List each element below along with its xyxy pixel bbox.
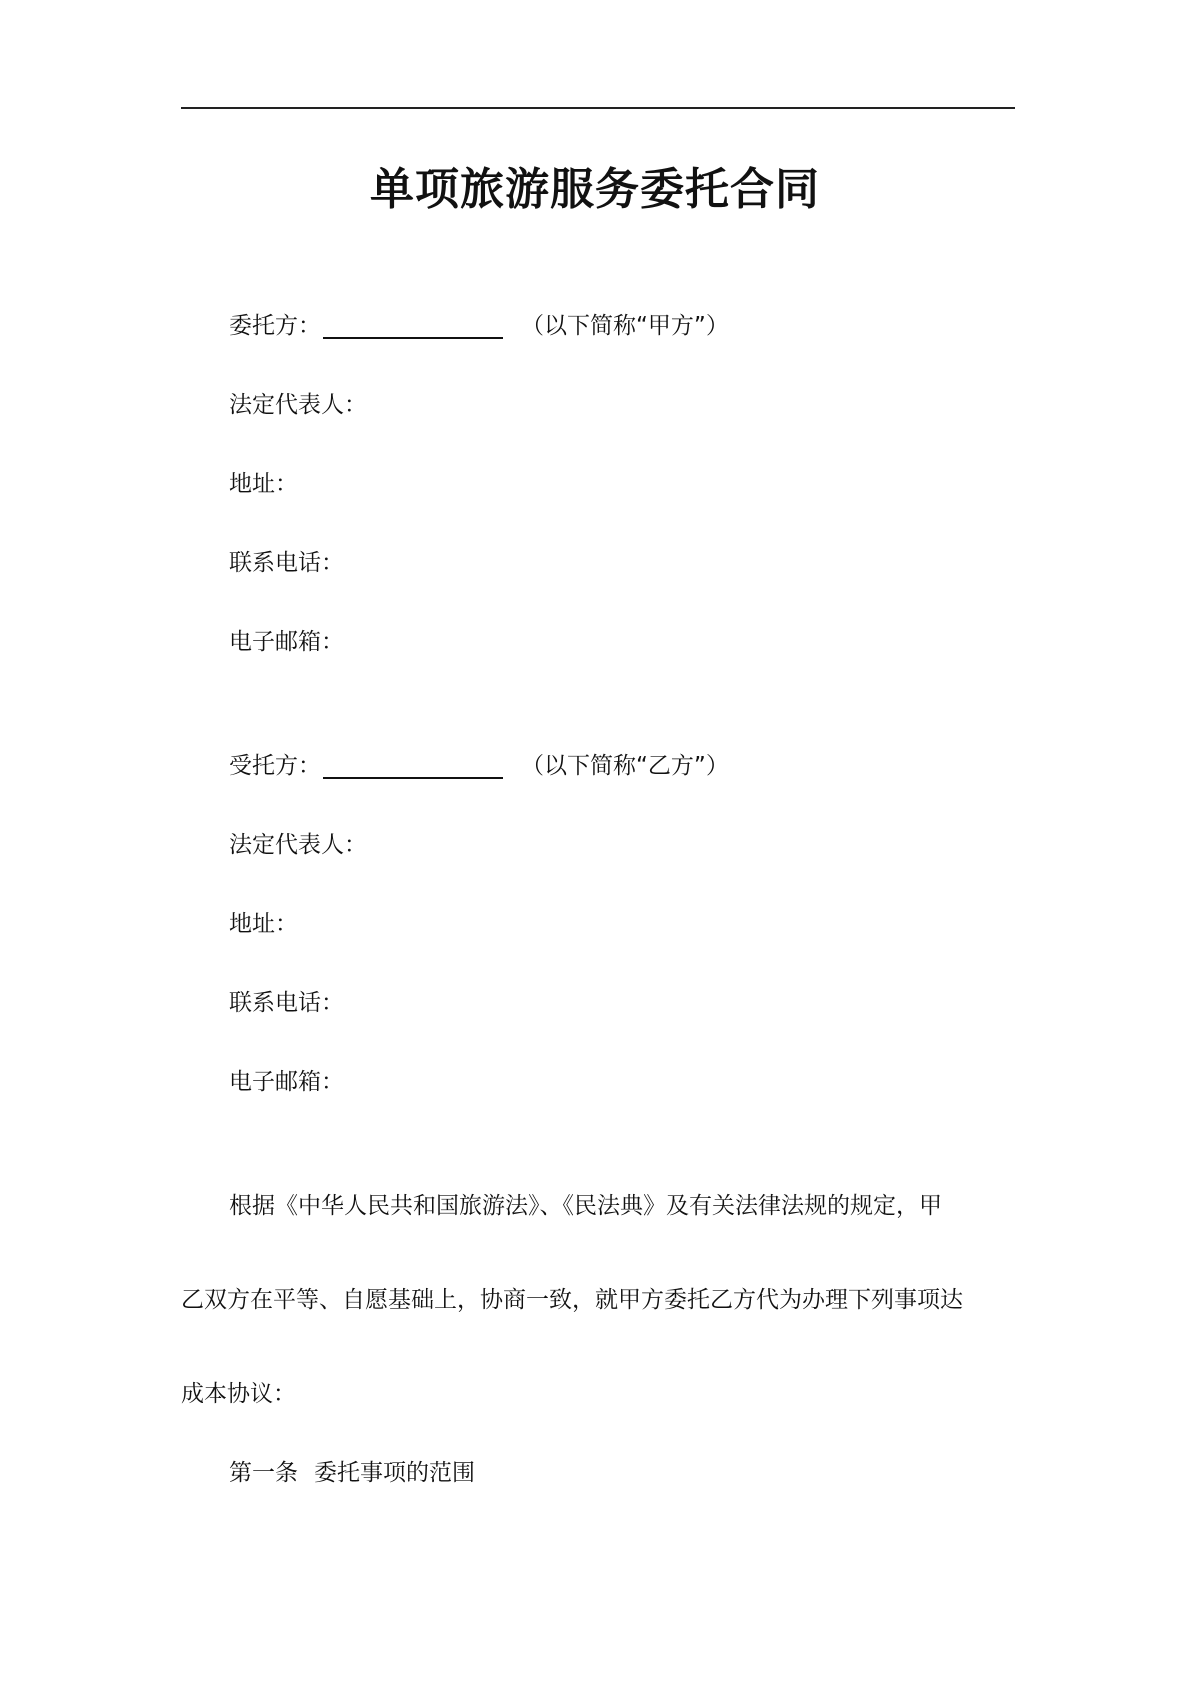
- party-b-legal-rep: 法定代表人：: [229, 832, 367, 858]
- party-b-phone: 联系电话：: [229, 990, 344, 1016]
- party-b-line: [229, 749, 729, 783]
- party-b-name-blank: [323, 753, 503, 779]
- preamble-line-1: 根据《中华人民共和国旅游法》、《民法典》及有关法律法规的规定，甲: [229, 1193, 942, 1219]
- preamble-line-3: 成本协议：: [181, 1381, 296, 1407]
- party-a-line: [229, 309, 729, 343]
- party-b-alias: （以下简称“乙方”）: [521, 753, 729, 779]
- article-1-title: 委托事项的范围: [314, 1460, 475, 1486]
- preamble-line-2: 乙双方在平等、自愿基础上，协商一致，就甲方委托乙方代为办理下列事项达: [181, 1287, 963, 1313]
- document-title: 单项旅游服务委托合同: [370, 164, 820, 215]
- party-a-address: 地址：: [229, 471, 298, 497]
- party-a-phone: 联系电话：: [229, 550, 344, 576]
- party-b-address: 地址：: [229, 911, 298, 937]
- article-1-heading: [229, 1456, 475, 1490]
- article-1-number: 第一条: [229, 1460, 298, 1486]
- party-a-name-blank: [323, 313, 503, 339]
- party-a-legal-rep: 法定代表人：: [229, 392, 367, 418]
- party-b-label: 受托方：: [229, 753, 321, 779]
- party-a-alias: （以下简称“甲方”）: [521, 313, 729, 339]
- header-rule: [181, 107, 1015, 109]
- party-b-email: 电子邮箱：: [229, 1069, 344, 1095]
- party-a-label: 委托方：: [229, 313, 321, 339]
- party-a-email: 电子邮箱：: [229, 629, 344, 655]
